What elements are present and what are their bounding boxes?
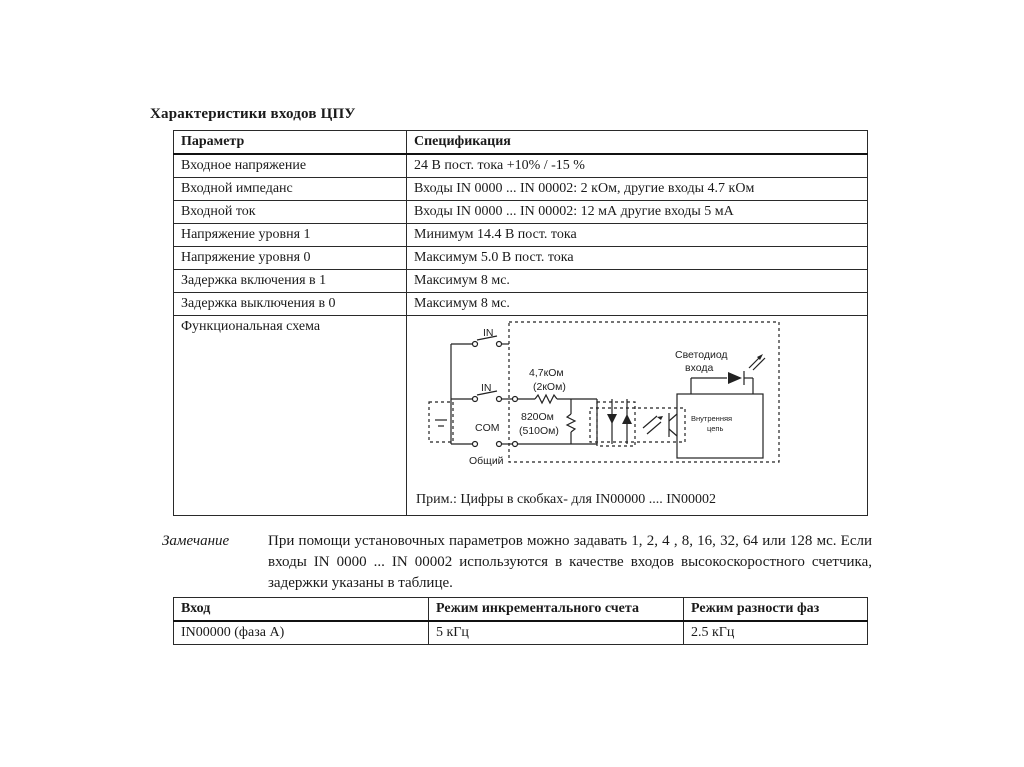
header-phase: Режим разности фаз [684, 598, 868, 622]
spec-cell: Максимум 8 мс. [407, 270, 868, 293]
label-internal-circuit: цепь [707, 424, 724, 433]
input-circuit-diagram [407, 316, 865, 512]
label-common: Общий [469, 455, 504, 467]
page-title: Характеристики входов ЦПУ [150, 106, 356, 122]
spec-cell: 24 В пост. тока +10% / -15 % [407, 154, 868, 178]
spec-cell: Входы IN 0000 ... IN 00002: 2 кОм, другие входы 4.7 кОм [407, 178, 868, 201]
header-param: Параметр [174, 131, 407, 155]
table-header-row [174, 598, 868, 622]
label-in1: IN [483, 327, 494, 339]
remark-text: При помощи установочных параметров можно задавать 1, 2, 4 , 8, 16, 32, 64 или 128 мс. Если входы IN 0000 ... IN 00002 используются в качестве входов высокоскоростного счетчика, задержки указаны в таблице. [268, 533, 872, 591]
param-cell: Входной импеданс [174, 178, 407, 201]
table-row [174, 247, 868, 270]
schema-note: Прим.: Цифры в скобках- для IN00000 .... IN00002 [416, 492, 717, 507]
table-row [174, 178, 868, 201]
schema-label: Функциональная схема [174, 316, 407, 516]
header-incremental: Режим инкрементального счета [429, 598, 684, 622]
param-cell: Напряжение уровня 1 [174, 224, 407, 247]
label-r1-alt: (2кОм) [533, 381, 566, 393]
table-row [174, 270, 868, 293]
table-row [174, 201, 868, 224]
spec-cell: Минимум 14.4 В пост. тока [407, 224, 868, 247]
header-input: Вход [174, 598, 429, 622]
spec-cell: Максимум 8 мс. [407, 293, 868, 316]
spec-cell: Входы IN 0000 ... IN 00002: 12 мА другие входы 5 мА [407, 201, 868, 224]
param-cell: Напряжение уровня 0 [174, 247, 407, 270]
schema-cell [407, 316, 868, 516]
table-row [174, 224, 868, 247]
input-cell: IN00000 (фаза А) [174, 621, 429, 645]
label-internal: Внутренняя [691, 414, 733, 423]
remark [162, 531, 872, 594]
table-header-row [174, 131, 868, 155]
remark-label: Замечание [162, 533, 230, 549]
param-cell: Задержка включения в 1 [174, 270, 407, 293]
label-r2-alt: (510Ом) [519, 425, 559, 437]
frequency-table [173, 597, 868, 645]
label-led: Светодиод [675, 349, 728, 361]
table-row [174, 621, 868, 645]
phase-cell: 2.5 кГц [684, 621, 868, 645]
schema-row [174, 316, 868, 516]
header-spec: Спецификация [407, 131, 868, 155]
spec-table [173, 130, 868, 516]
table-row [174, 154, 868, 178]
param-cell: Задержка выключения в 0 [174, 293, 407, 316]
label-r1-value: 4,7кОм [529, 367, 564, 379]
param-cell: Входной ток [174, 201, 407, 224]
incremental-cell: 5 кГц [429, 621, 684, 645]
label-led-input: входа [685, 362, 714, 374]
label-r2-value: 820Ом [521, 411, 554, 423]
label-in2: IN [481, 382, 492, 394]
table-row [174, 293, 868, 316]
param-cell: Входное напряжение [174, 154, 407, 178]
label-com: COM [475, 422, 500, 434]
spec-cell: Максимум 5.0 В пост. тока [407, 247, 868, 270]
